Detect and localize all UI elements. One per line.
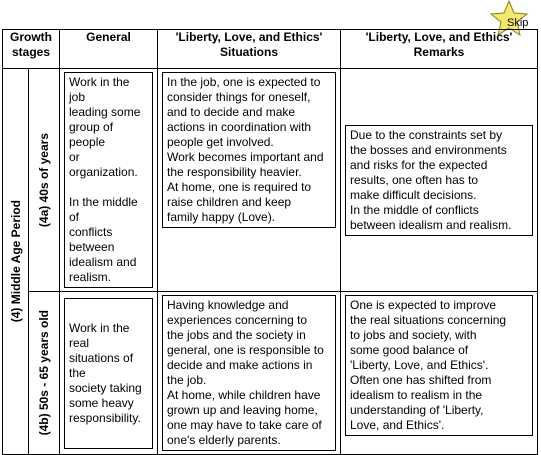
- header-row: [3, 30, 538, 69]
- general-cell: [60, 69, 158, 292]
- skip-label: Skip: [507, 17, 529, 29]
- table-row: [3, 69, 538, 292]
- stage-label: (4b) 50s - 65 years old: [37, 310, 51, 436]
- situations-text: In the job, one is expected to consider things for oneself, and to decide and make actions in coordination with people get involved. Work becomes important and the responsibility heavier. At home, one is required to raise children and keep family happy (Love).: [162, 72, 336, 228]
- general-text: Work in the real situations of the society taking some heavy responsibility.: [64, 298, 153, 449]
- general-text: Work in the job leading some group of people or organization. In the middle of conflicts between idealism and realism.: [64, 72, 153, 288]
- stage-label: (4a) 40s of years: [37, 132, 51, 228]
- header-situations: 'Liberty, Love, and Ethics' Situations: [158, 30, 341, 69]
- remarks-cell: [341, 292, 538, 455]
- table-row: [3, 292, 538, 455]
- situations-cell: [158, 69, 341, 292]
- period-label: (4) Middle Age Period: [8, 200, 23, 323]
- stages-table: [2, 29, 538, 455]
- remarks-text: Due to the constraints set by the bosses and environments and risks for the expected results, one often has to make difficult decisions. In the middle of conflicts between idealism and realism.: [345, 125, 533, 236]
- header-growth-stages: Growth stages: [3, 30, 60, 69]
- header-remarks: 'Liberty, Love, and Ethics' Remarks: [341, 30, 538, 69]
- remarks-cell: [341, 69, 538, 292]
- situations-cell: [158, 292, 341, 455]
- general-cell: [60, 292, 158, 455]
- situations-text: Having knowledge and experiences concerning to the jobs and the society in general, one is responsible to decide and make actions in the job. At home, while children have grown up and leaving home, one may have to take care of one's elderly parents.: [162, 295, 336, 451]
- stage-cell: [29, 69, 60, 292]
- period-cell: [3, 69, 29, 455]
- stage-cell: [29, 292, 60, 455]
- remarks-text: One is expected to improve the real situations concerning to jobs and society, with some good balance of 'Liberty, Love, and Ethics'. Often one has shifted from idealism to realism in the understanding of 'Liberty, Love, and Ethics'.: [345, 295, 533, 436]
- header-general: General: [60, 30, 158, 69]
